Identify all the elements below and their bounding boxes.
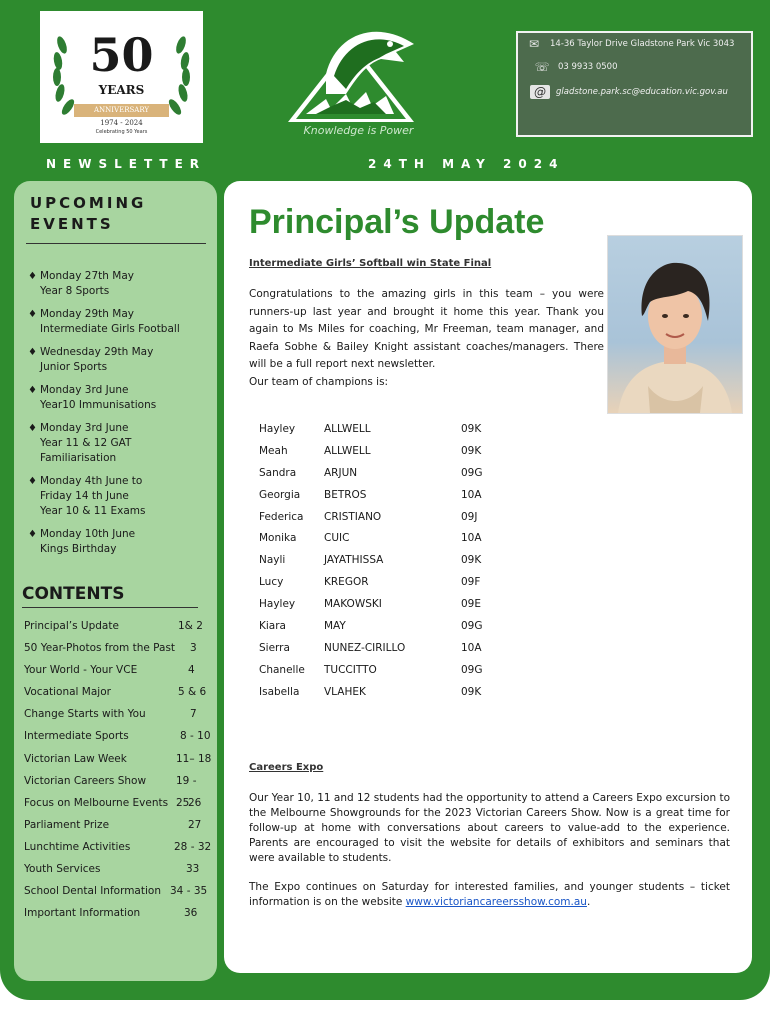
first-name: Sandra [259,466,297,479]
last-name: JAYATHISSA [324,554,384,567]
toc-title: Principal’s Update [24,620,119,632]
toc-title: Your World - Your VCE [24,664,138,677]
last-name: BETROS [324,488,367,501]
table-of-contents [24,615,212,924]
event-item [28,269,208,299]
toc-item[interactable] [24,725,212,747]
diamond-bullet-icon: ♦ [28,385,37,396]
event-date: Monday 27th May [40,270,134,282]
toc-title: Parliament Prize [24,818,110,831]
toc-title: Youth Services [24,863,101,876]
form-group: 09G [461,466,483,479]
event-desc: Year 10 & 11 Exams [40,505,146,517]
team-row [259,615,519,637]
event-item [28,307,208,337]
team-intro: Our team of champions is: [249,375,389,388]
toc-item[interactable] [24,681,212,703]
toc-item[interactable] [24,792,212,814]
email-row [530,85,728,99]
anniversary-logo [40,11,203,143]
email-icon: @ [530,85,550,99]
event-date: Monday 4th June to [40,475,143,487]
portrait-image [608,236,742,413]
team-row [259,593,519,615]
team-row [259,549,519,571]
toc-page: 11– 18 [176,752,212,765]
address-row [524,37,734,51]
anniversary-caption: Celebrating 50 Years [95,129,148,135]
diamond-bullet-icon: ♦ [28,271,37,282]
diamond-bullet-icon: ♦ [28,309,37,320]
event-desc: Intermediate Girls Football [40,323,180,335]
first-name: Sierra [259,641,290,654]
anniversary-years: YEARS [98,83,145,97]
last-name: ALLWELL [324,444,371,457]
toc-page: 8 - 10 [180,730,211,743]
toc-page: 28 - 32 [174,840,212,853]
event-date: Wednesday 29th May [40,346,154,358]
toc-item[interactable] [24,858,212,880]
event-item [28,527,208,557]
form-group: 10A [461,488,482,501]
expo-paragraph [249,880,730,910]
event-item [28,383,208,413]
careers-heading: Careers Expo [249,762,324,773]
form-group: 09K [461,685,482,698]
phone-row [532,60,617,74]
email-text[interactable]: gladstone.park.sc@education.vic.gov.au [556,87,728,97]
event-date: Monday 29th May [40,308,134,320]
first-name: Monika [259,532,297,545]
expo-end: . [586,896,591,908]
events-title-line1: UPCOMING [30,194,147,212]
event-desc: Kings Birthday [40,543,117,555]
softball-text: Congratulations to the amazing girls in this team – you were runners-up last year and brought it home this year. Thank you again to Ms Miles for coaching, Mr Freeman, team manager, and Raefa Sobhe & Bailey Knight assistant coaches/managers. There will be a full report next newsletter. [249,288,604,370]
last-name: VLAHEK [324,685,366,698]
last-name: MAY [324,620,346,633]
event-date-end: Friday 14 th June [40,490,129,502]
toc-page: 4 [188,664,195,677]
event-desc-cont: Familiarisation [40,452,117,464]
toc-title: Change Starts with You [24,708,146,721]
toc-item[interactable] [24,748,212,770]
toc-item[interactable] [24,615,212,637]
event-date: Monday 3rd June [40,422,129,434]
team-row [259,527,519,549]
phone-text: 03 9933 0500 [558,62,618,72]
careers-show-link[interactable]: www.victoriancareersshow.com.au [405,896,587,908]
team-row [259,418,519,440]
last-name: NUNEZ-CIRILLO [324,641,406,654]
address-text: 14-36 Taylor Drive Gladstone Park Vic 3043 [550,39,735,49]
upcoming-events-title [30,193,200,235]
softball-heading: Intermediate Girls’ Softball win State Final [249,258,492,269]
first-name: Federica [259,510,304,523]
form-group: 10A [461,641,482,654]
form-group: 09K [461,554,482,567]
event-desc: Year 8 Sports [40,285,110,297]
envelope-icon: ✉ [528,37,540,51]
toc-page: 33 [186,863,200,876]
anniversary-number: 50 [89,28,154,82]
toc-item[interactable] [24,637,212,659]
divider [22,607,198,608]
diamond-bullet-icon: ♦ [28,529,37,540]
team-row [259,637,519,659]
form-group: 09G [461,663,483,676]
last-name: CRISTIANO [324,510,382,523]
diamond-bullet-icon: ♦ [28,423,37,434]
first-name: Meah [259,444,288,457]
divider [26,243,206,244]
toc-title: Lunchtime Activities [24,840,131,853]
form-group: 09G [461,620,483,633]
event-desc: Junior Sports [40,361,108,373]
toc-item[interactable] [24,880,212,902]
first-name: Isabella [259,685,300,698]
team-row [259,659,519,681]
form-group: 10A [461,532,482,545]
team-row [259,681,519,703]
first-name: Hayley [259,598,296,611]
toc-page: 5 & 6 [178,686,207,699]
page-title: Principal’s Update [249,203,545,241]
diamond-bullet-icon: ♦ [28,476,37,487]
events-title-line2: EVENTS [30,215,114,233]
event-date: Monday 10th June [40,528,136,540]
toc-page: 1& 2 [178,620,203,632]
event-item [28,421,208,466]
last-name: ARJUN [324,466,358,479]
form-group: 09K [461,423,482,435]
toc-title: Important Information [24,907,141,920]
toc-page: 3 [190,642,197,655]
newsletter-label: NEWSLETTER [46,157,207,171]
event-item [28,345,208,375]
first-name: Lucy [259,576,284,589]
event-item [28,474,208,519]
last-name: ALLWELL [324,423,371,435]
anniversary-ribbon: ANNIVERSARY [74,104,169,117]
principal-photo [607,235,743,414]
team-row [259,571,519,593]
issue-date: 24TH MAY 2024 [368,157,565,171]
toc-title: School Dental Information [24,885,161,898]
toc-page: 19 - 25 [176,774,197,809]
form-group: 09E [461,598,481,611]
main-content [224,181,752,973]
events-list [28,269,208,565]
toc-page: 27 [188,818,202,831]
team-row [259,506,519,528]
toc-page: 26 [188,796,202,809]
first-name: Kiara [259,620,286,633]
event-date: Monday 3rd June [40,384,129,396]
first-name: Nayli [259,554,286,567]
phone-icon: ☏ [534,60,550,74]
contact-box [516,31,753,137]
softball-paragraph [249,286,604,391]
first-name: Hayley [259,423,296,435]
event-desc: Year 11 & 12 GAT [40,437,132,449]
last-name: MAKOWSKI [324,598,382,611]
toc-item[interactable] [24,814,212,836]
team-row [259,440,519,462]
last-name: TUCCITTO [324,663,377,676]
team-row [259,484,519,506]
form-group: 09F [461,576,481,589]
event-desc: Year10 Immunisations [40,399,157,411]
diamond-bullet-icon: ♦ [28,347,37,358]
school-motto: Knowledge is Power [303,124,414,137]
toc-title: Victorian Law Week [24,752,127,765]
toc-page: 34 - 35 [170,885,208,898]
toc-title: Vocational Major [24,686,111,699]
toc-page: 36 [184,907,198,920]
toc-title: Focus on Melbourne Events [24,796,169,809]
expo-text: The Expo continues on Saturday for interested families, and younger students – ticket information is on the website [249,881,730,908]
anniversary-range: 1974 - 2024 [100,119,143,127]
first-name: Georgia [259,488,301,501]
contents-title: CONTENTS [22,584,125,604]
form-group: 09J [461,510,478,523]
last-name: CUIC [324,532,350,545]
toc-title: Intermediate Sports [24,730,129,743]
toc-title: Victorian Careers Show [24,774,147,787]
careers-paragraph: Our Year 10, 11 and 12 students had the opportunity to attend a Careers Expo excursion to the Melbourne Showgrounds for the 2023 Victorian Careers Show. Now is a great time for follow-up at home with conversations about careers to value-add to the experience. Parents are encouraged to visit the website for details of exhibitors and seminars that were available to students. [249,792,730,864]
first-name: Chanelle [259,663,305,676]
toc-item[interactable] [24,902,212,924]
toc-item[interactable] [24,659,212,681]
team-list [259,418,519,703]
toc-item[interactable] [24,836,212,858]
toc-page: 7 [190,708,197,721]
toc-title: 50 Year-Photos from the Past [24,642,176,655]
team-row [259,462,519,484]
form-group: 09K [461,444,482,457]
toc-item[interactable] [24,703,212,725]
last-name: KREGOR [324,576,369,589]
sidebar [14,181,217,981]
